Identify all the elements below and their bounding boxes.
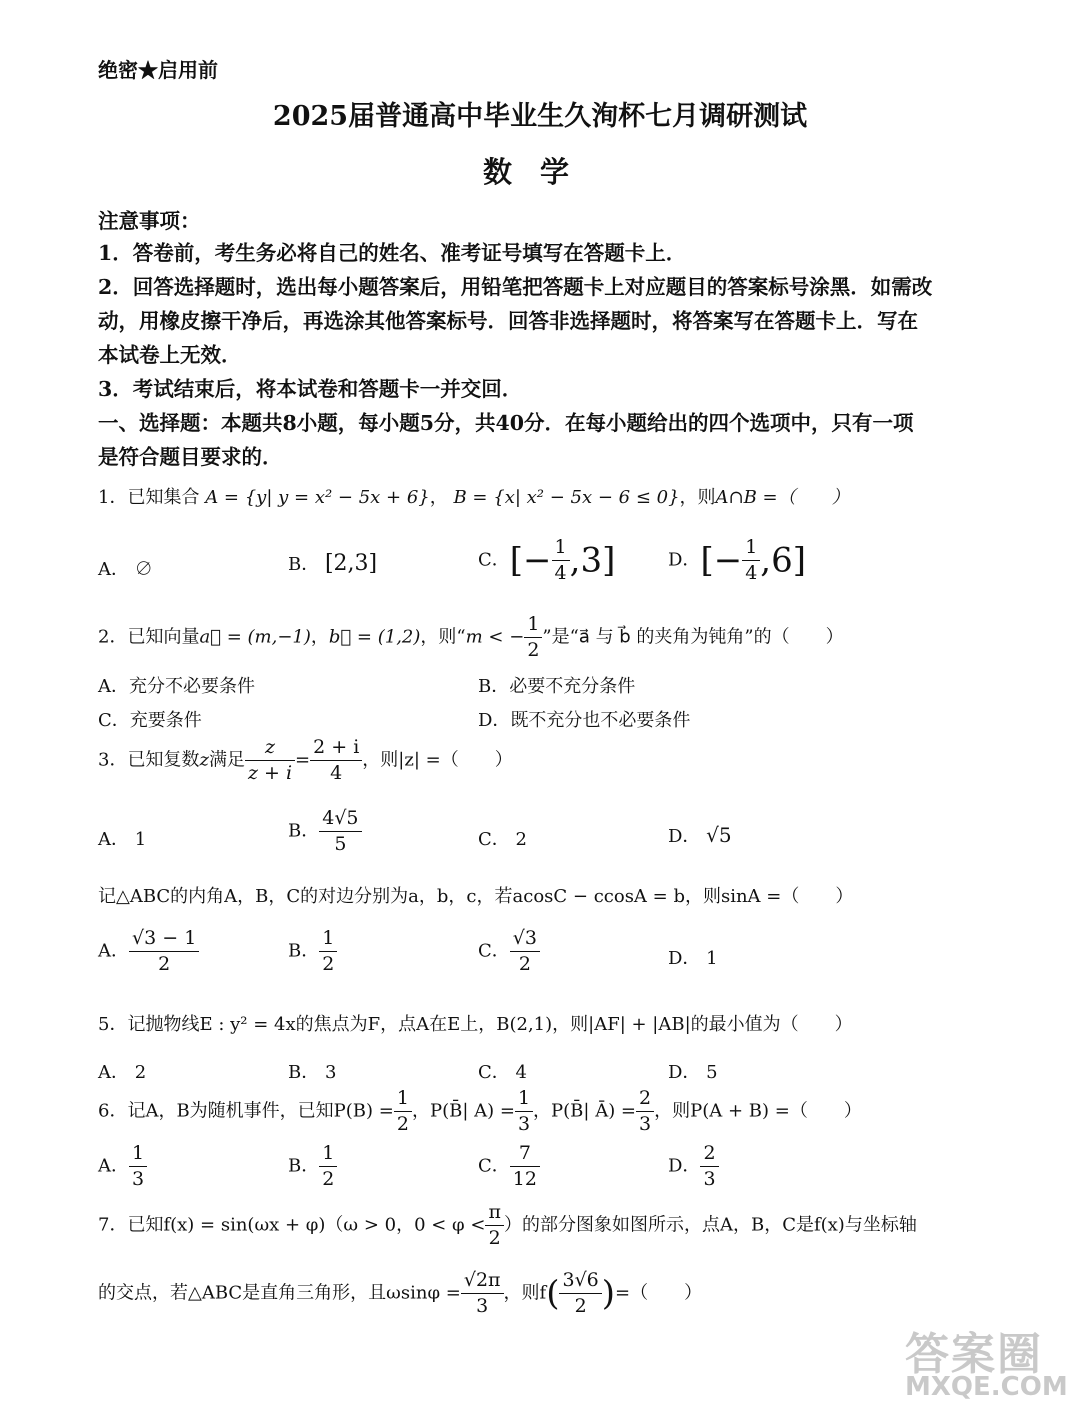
q5-option-c: C． 4 <box>478 1062 527 1083</box>
question-5: 5．记抛物线E : y² = 4x的焦点为F，点A在E上，B(2,1)，则|AF| + |AB|的最小值为（ ） <box>98 1014 853 1035</box>
q3-option-a: A． 1 <box>98 829 147 850</box>
q4-option-d: D． 1 <box>668 948 718 969</box>
watermark-logo: 答案圈 <box>905 1329 1043 1380</box>
note-item-2-line-3: 本试卷上无效． <box>98 343 242 367</box>
note-item-2-line-1: 2．回答选择题时，选出每小题答案后，用铅笔把答题卡上对应题目的答案标号涂黑．如需改 <box>98 275 933 299</box>
q5-option-a: A． 2 <box>98 1062 147 1083</box>
q4-option-b: B． $\frac{1}{2}$ <box>288 928 337 975</box>
secret-label: 绝密★启用前 <box>98 58 218 82</box>
q2-option-c: C．充要条件 <box>98 710 202 731</box>
q4-option-a: A． $\frac{√3 - 1}{2}$ <box>98 928 199 975</box>
notes-heading: 注意事项： <box>98 209 201 233</box>
q5-option-b: B． 3 <box>288 1062 337 1083</box>
q3-option-b: B． $\frac{4√5}{5}$ <box>288 808 362 855</box>
question-6: 6．记A，B为随机事件，已知P(B) = $\frac{1}{2}$ ，P(B̄| A) = $\frac{1}{3}$ ，P(B̄| Ā) = $\frac{2}{3}$ ，则P(A + B) =（ ） <box>98 1087 862 1135</box>
question-4: 记△ABC的内角A，B，C的对边分别为a，b，c，若acosC − ccosA = b，则sinA =（ ） <box>98 886 854 907</box>
q2-option-d: D．既不充分也不必要条件 <box>478 710 691 731</box>
question-2: 2．已知向量a⃗ = (m,−1)，b⃗ = (1,2)，则“m < − $\frac{1}{2}$ ”是“a⃗ 与 b⃗ 的夹角为钝角”的（ ） <box>98 613 844 661</box>
section-heading-line-2: 是符合题目要求的． <box>98 445 283 469</box>
set-b: B = {x| x² − 5x − 6 ≤ 0} <box>453 487 680 508</box>
question-3: 3．已知复数z满足 $\frac{z}{z + i}$ = $\frac{2 + i}{4}$ ，则|z| =（ ） <box>98 736 513 784</box>
q6-option-c: C． $\frac{7}{12}$ <box>478 1143 540 1190</box>
question-7-line-2: 的交点，若△ABC是直角三角形，且ωsinφ = $\frac{√2\pi}{3}$ ，则f( $\frac{3√6}{2}$ )=（ ） <box>98 1269 703 1317</box>
q5-option-d: D． 5 <box>668 1062 718 1083</box>
note-item-3: 3．考试结束后，将本试卷和答题卡一并交回． <box>98 377 523 401</box>
q6-option-d: D． $\frac{2}{3}$ <box>668 1143 719 1190</box>
q3-option-d: D． √5 <box>668 823 732 847</box>
section-heading-line-1: 一、选择题：本题共8小题，每小题5分，共40分．在每小题给出的四个选项中，只有一项 <box>98 411 914 435</box>
q4-option-c: C． $\frac{√3}{2}$ <box>478 928 540 975</box>
watermark-site: MXQE.COM <box>905 1372 1068 1402</box>
q2-option-b: B．必要不充分条件 <box>478 676 636 697</box>
q2-option-a: A．充分不必要条件 <box>98 676 255 697</box>
question-1: 1．已知集合 A = {y| y = x² − 5x + 6}， B = {x| x² − 5x − 6 ≤ 0}，则A∩B =（ ） <box>98 487 850 508</box>
note-item-1: 1．答卷前，考生务必将自己的姓名、准考证号填写在答题卡上． <box>98 241 687 265</box>
q6-option-a: A． $\frac{1}{3}$ <box>98 1143 147 1190</box>
q1-option-c: C．[− $\frac{1}{4}$ ,3] <box>478 536 616 584</box>
note-item-2-line-2: 动，用橡皮擦干净后，再选涂其他答案标号．回答非选择题时，将答案写在答题卡上．写在 <box>98 309 918 333</box>
q1-option-b: B． [2,3] <box>288 551 378 576</box>
question-7-line-1: 7．已知f(x) = sin(ωx + φ)（ω > 0，0 < φ < $\frac{\pi}{2}$ ）的部分图象如图所示，点A，B，C是f(x)与坐标轴 <box>98 1201 917 1249</box>
q1-option-d: D．[− $\frac{1}{4}$ ,6] <box>668 536 807 584</box>
q3-option-c: C． 2 <box>478 829 527 850</box>
q6-option-b: B． $\frac{1}{2}$ <box>288 1143 337 1190</box>
q1-option-a: A． ∅ <box>98 559 153 580</box>
exam-title: 2025届普通高中毕业生久洵杯七月调研测试 <box>272 101 808 132</box>
subject-title: 数学 <box>482 155 597 189</box>
set-a: A = {y| y = x² − 5x + 6} <box>205 487 430 508</box>
